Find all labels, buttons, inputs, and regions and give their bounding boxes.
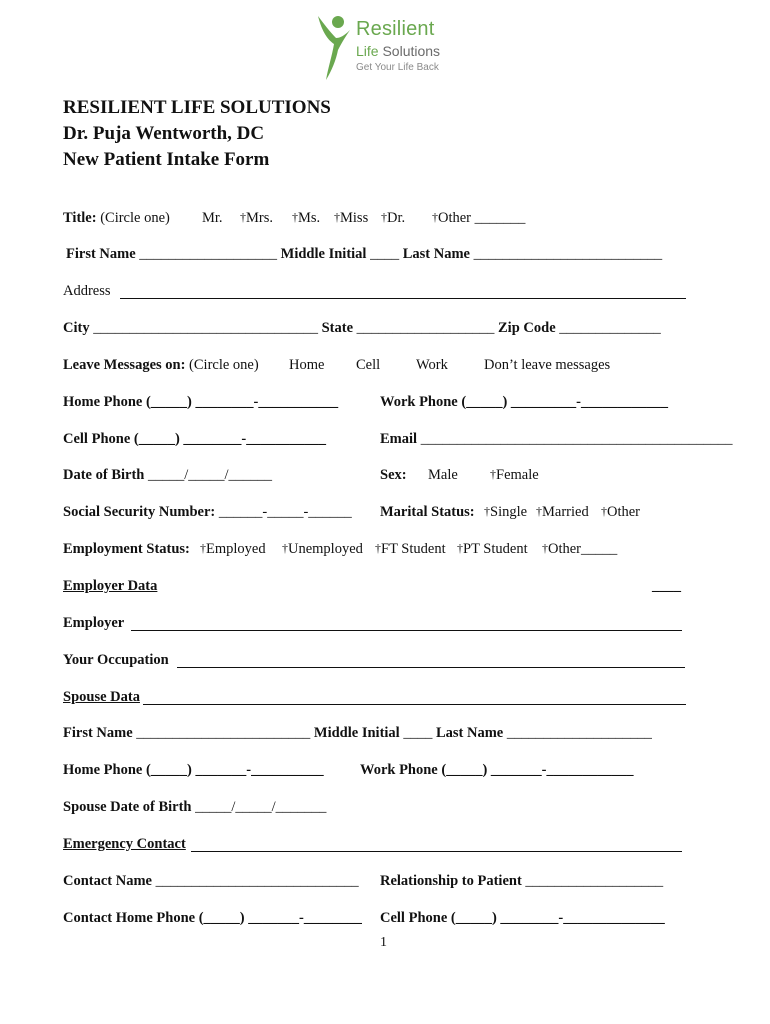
marital-option-other[interactable]: †Other bbox=[601, 504, 641, 520]
title-option-other[interactable]: †Other _______ bbox=[432, 210, 526, 226]
employer-heading-tail: ____ bbox=[652, 578, 681, 594]
email-field[interactable]: Email ___________________________________________ bbox=[380, 431, 733, 447]
ssn-field[interactable]: Social Security Number: ______-_____-______ bbox=[63, 504, 352, 520]
brand-name: Resilient bbox=[356, 18, 435, 40]
form-doctor-name: Dr. Puja Wentworth, DC bbox=[63, 123, 265, 144]
spouse-dob-field[interactable]: Spouse Date of Birth _____/_____/_______ bbox=[63, 799, 327, 815]
home-phone-field[interactable]: Home Phone (_____) ________-___________ bbox=[63, 394, 339, 410]
spouse-work-phone-field[interactable]: Work Phone (_____) _______-____________ bbox=[360, 762, 634, 778]
employment-label: Employment Status: bbox=[63, 541, 190, 557]
message-option-cell[interactable]: Cell bbox=[356, 357, 381, 373]
employment-option-unemployed[interactable]: †Unemployed bbox=[282, 541, 363, 557]
title-row bbox=[63, 210, 170, 227]
employment-option-other[interactable]: †Other_____ bbox=[542, 541, 618, 557]
sex-option-female[interactable]: †Female bbox=[490, 467, 539, 483]
sex-label: Sex: bbox=[380, 467, 407, 483]
title-option-ms[interactable]: †Ms. bbox=[292, 210, 321, 226]
title-label: Title: bbox=[63, 210, 97, 226]
marital-option-single[interactable]: †Single bbox=[484, 504, 528, 520]
name-row[interactable]: First Name ___________________ Middle Initial ____ Last Name __________________________ bbox=[66, 246, 663, 262]
relationship-field[interactable]: Relationship to Patient ___________________ bbox=[380, 873, 664, 889]
address-label: Address bbox=[63, 283, 111, 299]
employment-option-ft-student[interactable]: †FT Student bbox=[375, 541, 446, 557]
employment-option-pt-student[interactable]: †PT Student bbox=[457, 541, 528, 557]
messages-label: Leave Messages on: (Circle one) bbox=[63, 357, 259, 373]
company-logo bbox=[312, 12, 472, 82]
emergency-section-heading: Emergency Contact bbox=[63, 836, 186, 852]
brand-tagline: Get Your Life Back bbox=[356, 62, 439, 73]
contact-cell-phone-field[interactable]: Cell Phone (_____) ________-______________ bbox=[380, 910, 665, 926]
title-hint: (Circle one) bbox=[96, 210, 170, 226]
contact-home-phone-field[interactable]: Contact Home Phone (_____) _______-________ bbox=[63, 910, 362, 926]
message-option-home[interactable]: Home bbox=[289, 357, 325, 373]
sex-option-male[interactable]: Male bbox=[428, 467, 458, 483]
title-option-mr[interactable]: Mr. bbox=[202, 210, 223, 226]
spouse-section-heading: Spouse Data bbox=[63, 689, 140, 705]
title-option-mrs[interactable]: †Mrs. bbox=[240, 210, 273, 226]
occupation-label: Your Occupation bbox=[63, 652, 169, 668]
message-option-work[interactable]: Work bbox=[416, 357, 448, 373]
contact-name-field[interactable]: Contact Name ____________________________ bbox=[63, 873, 359, 889]
spouse-home-phone-field[interactable]: Home Phone (_____) _______-__________ bbox=[63, 762, 324, 778]
form-org-title: RESILIENT LIFE SOLUTIONS bbox=[63, 97, 331, 118]
emergency-heading-rule bbox=[191, 851, 682, 852]
city-row[interactable]: City _______________________________ State ___________________ Zip Code ______________ bbox=[63, 320, 661, 336]
employment-option-employed[interactable]: †Employed bbox=[200, 541, 266, 557]
brand-subname: Life Solutions bbox=[356, 43, 441, 59]
employer-label: Employer bbox=[63, 615, 125, 631]
address-field[interactable] bbox=[120, 298, 686, 299]
page-number: 1 bbox=[380, 935, 387, 950]
form-title: New Patient Intake Form bbox=[63, 149, 270, 170]
dob-field[interactable]: Date of Birth _____/_____/______ bbox=[63, 467, 273, 483]
occupation-field[interactable] bbox=[177, 667, 685, 668]
employer-field[interactable] bbox=[131, 630, 682, 631]
message-option-dont[interactable]: Don’t leave messages bbox=[484, 357, 611, 373]
marital-option-married[interactable]: †Married bbox=[536, 504, 589, 520]
cell-phone-field[interactable]: Cell Phone (_____) ________-___________ bbox=[63, 431, 326, 447]
work-phone-field[interactable]: Work Phone (_____) _________-____________ bbox=[380, 394, 668, 410]
marital-label: Marital Status: bbox=[380, 504, 475, 520]
employer-section-heading: Employer Data bbox=[63, 578, 158, 594]
title-option-miss[interactable]: †Miss bbox=[334, 210, 369, 226]
title-option-dr[interactable]: †Dr. bbox=[381, 210, 406, 226]
spouse-heading-rule bbox=[143, 704, 686, 705]
spouse-name-row[interactable]: First Name ________________________ Middle Initial ____ Last Name ____________________ bbox=[63, 725, 652, 741]
person-figure-icon bbox=[312, 12, 356, 82]
